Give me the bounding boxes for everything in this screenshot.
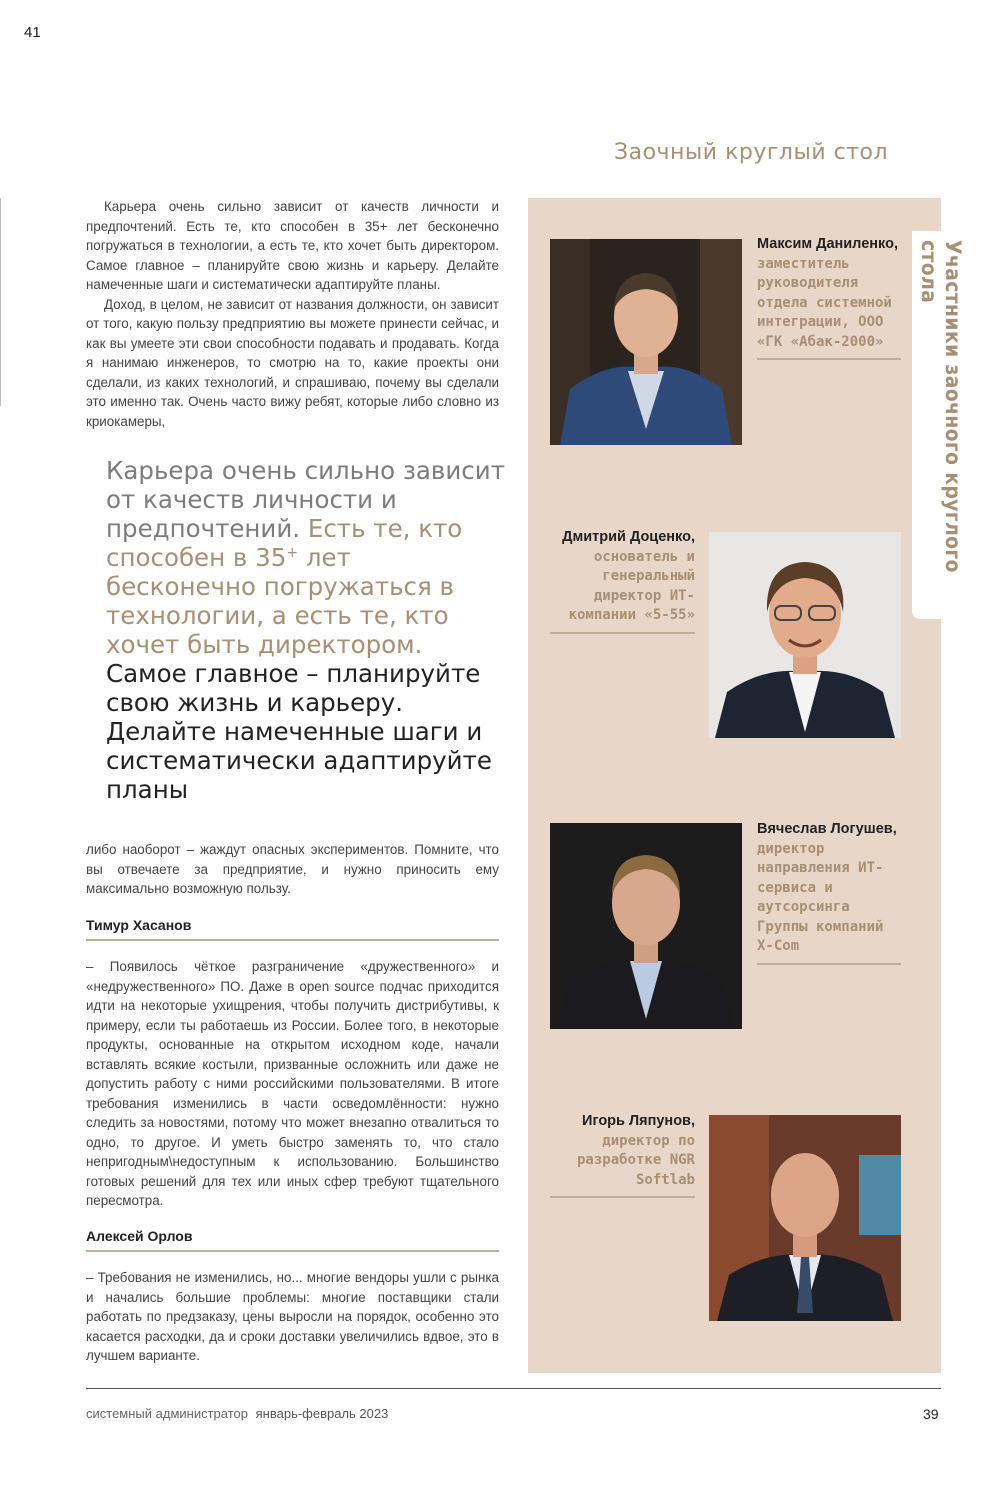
participant-role: директор по разработке NGR Softlab bbox=[576, 1132, 695, 1188]
top-page-number: 41 bbox=[24, 24, 41, 41]
answer-paragraph: – Появилось чёткое разграничение «дружественного» и «недружественного» ПО. Даже в open source подчас приходится идти на некоторые ухищрения, чтобы получить дистрибутивы, к примеру, если ты работаешь из России. Более того, в некоторые продукты, основанные на открытом исходном коде, начали вставлять всякие костыли, призванные осложнить или даже не допустить работу с ними российскими пользователями. В итоге требования изменились в части осведомлённости: нужно следить за новостями, потому что может внезапно отвалиться то одно, то другое. И уметь быстро заменять то, что стало непригодным\недоступным к использованию. Большинство готовых решений для тех или иных сфер требуют тщательного пересмотра. bbox=[86, 959, 499, 1208]
portrait-image bbox=[709, 532, 901, 738]
portrait-image bbox=[550, 823, 742, 1029]
participant-role: заместитель руководителя отдела системной интеграции, ООО «ГК «Абак-2000» bbox=[757, 255, 892, 350]
pull-quote-dark: Самое главное – планируйте свою жизнь и карьеру. Делайте намеченные шаги и систематически адаптируйте планы bbox=[106, 659, 492, 804]
intro-paragraph: Карьера очень сильно зависит от качеств личности и предпочтений. Есть те, кто способен в 35+ лет бесконечно погружаться в технологии, а есть те, кто хочет быть директором. Самое главное – планируйте свою жизнь и карьеру. Делайте намеченные шаги и систематически адаптируйте планы. bbox=[86, 199, 499, 292]
participant-caption bbox=[757, 820, 901, 965]
section-title: Заочный круглый стол bbox=[614, 140, 889, 165]
participant-name: Максим Даниленко, bbox=[757, 236, 898, 252]
participant-caption bbox=[550, 528, 695, 634]
speaker-answer bbox=[86, 957, 499, 1211]
continuation-text bbox=[86, 840, 499, 899]
participant-name: Игорь Ляпунов, bbox=[582, 1113, 695, 1129]
speaker-name: Тимур Хасанов bbox=[86, 917, 499, 941]
pull-quote-sup: + bbox=[286, 545, 299, 561]
issue-date: январь-февраль 2023 bbox=[255, 1406, 389, 1421]
portrait-image bbox=[550, 239, 742, 445]
pull-quote-grey: Карьера очень сильно зависит от качеств личности и предпочтений. bbox=[106, 456, 505, 543]
footer-magazine bbox=[86, 1406, 388, 1421]
participant-role: директор направления ИТ-сервиса и аутсорсинга Группы компаний X-Com bbox=[757, 840, 884, 954]
participant-role: основатель и генеральный директор ИТ-компании «5-55» bbox=[568, 548, 695, 623]
speaker-name: Алексей Орлов bbox=[86, 1228, 499, 1252]
magazine-name: системный администратор bbox=[86, 1406, 248, 1421]
pull-quote-gold-2: лет бесконечно погружаться в технологии, а есть те, кто хочет быть директором. bbox=[106, 543, 454, 659]
footer-page-number: 39 bbox=[923, 1406, 939, 1422]
footer-divider bbox=[86, 1388, 941, 1389]
continuation-paragraph: либо наоборот – жаждут опасных экспериментов. Помните, что вы отвечаете за предприятие, и нужно приносить ему максимально возможную пользу. bbox=[86, 842, 499, 896]
participant-name: Дмитрий Доценко, bbox=[562, 529, 695, 545]
intro-text bbox=[86, 197, 499, 431]
participant-photo bbox=[550, 239, 742, 445]
intro-paragraph: Доход, в целом, не зависит от названия должности, он зависит от того, какую пользу предприятию вы можете принести сейчас, и как вы умеете эти свои способности подавать и продавать. Когда я нанимаю инженеров, то смотрю на то, какие проекты они сделали, из каких технологий, и спрашиваю, почему вы сделали это именно так. Очень часто вижу ребят, которые либо словно из криокамеры, bbox=[86, 296, 499, 429]
participant-caption bbox=[757, 235, 901, 360]
participants-tab-title: Участники заочного круглого стола bbox=[917, 240, 965, 573]
participant-caption bbox=[550, 1112, 695, 1198]
pull-quote bbox=[106, 456, 506, 804]
speaker-answer bbox=[86, 1268, 499, 1366]
participant-photo bbox=[709, 1115, 901, 1321]
answer-paragraph: – Требования не изменились, но... многие вендоры ушли с рынка и начались большие проблемы: многие поставщики стали работать по предзаказу, цены выросли на порядок, особенно это касается расходки, да и сроки доставки увеличились вдвое, это в лучшем варианте. bbox=[86, 1270, 499, 1363]
participant-name: Вячеслав Логушев, bbox=[757, 821, 897, 837]
left-edge-divider bbox=[0, 198, 1, 406]
portrait-image bbox=[709, 1115, 901, 1321]
participant-photo bbox=[709, 532, 901, 738]
pull-quote-gold-1: Есть те, кто способен в 35 bbox=[106, 514, 463, 572]
participant-photo bbox=[550, 823, 742, 1029]
